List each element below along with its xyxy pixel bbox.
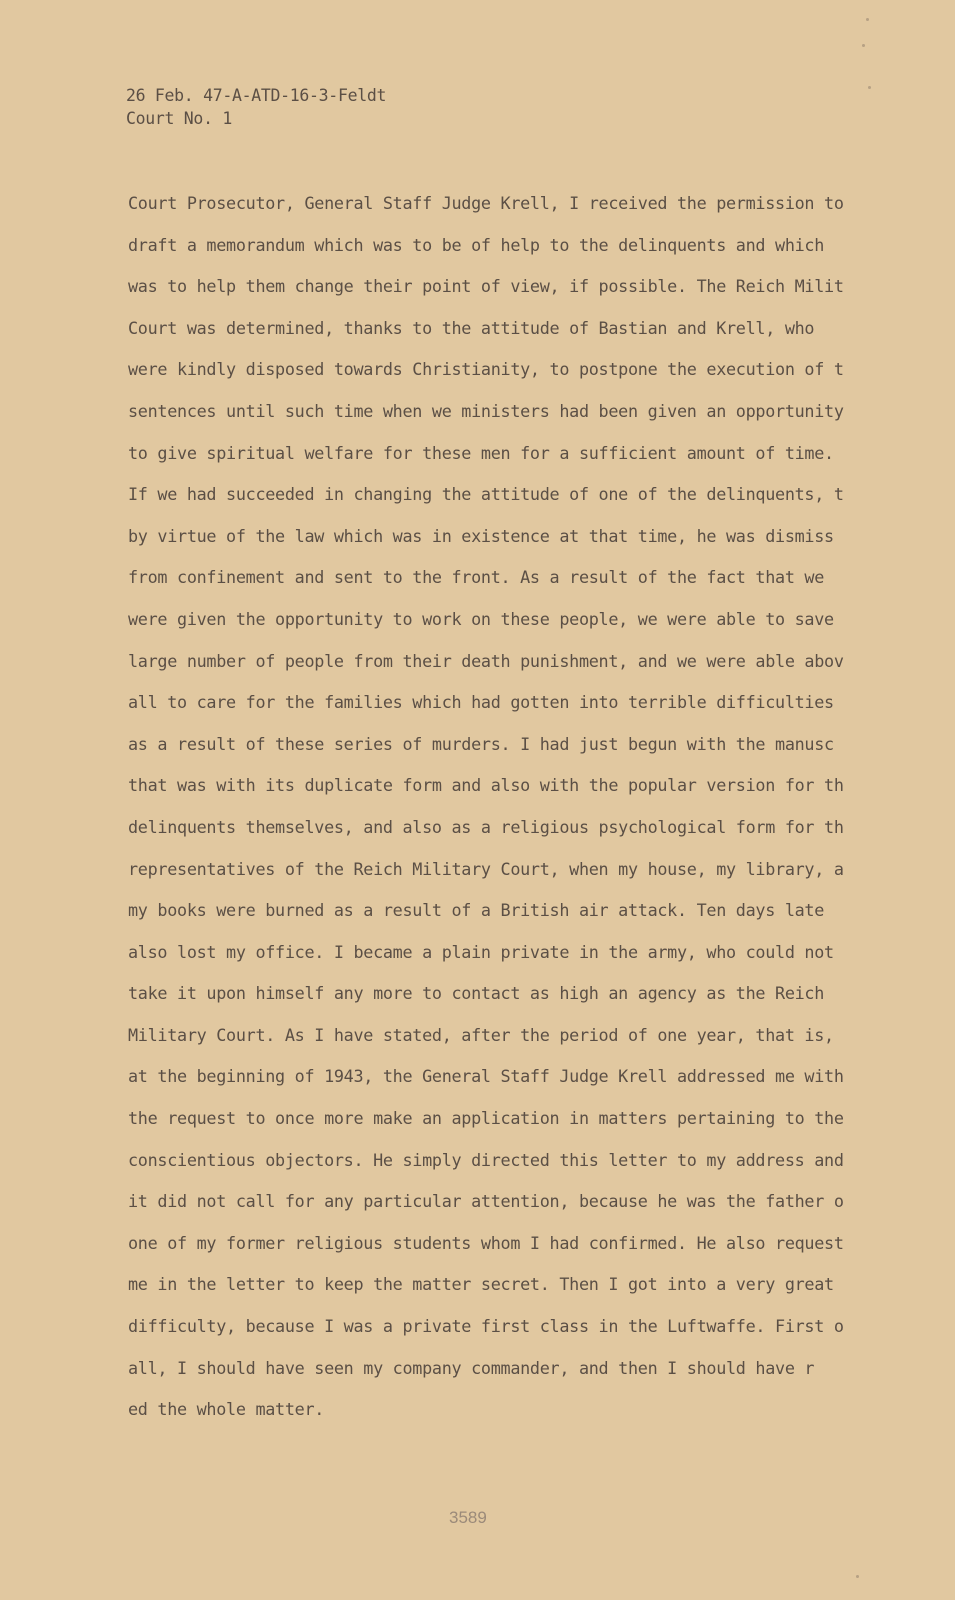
body-line: Court was determined, thanks to the attitude of Bastian and Krell, who — [128, 317, 815, 338]
body-line: the request to once more make an application in matters pertaining to the — [128, 1108, 844, 1129]
body-line: also lost my office. I became a plain private in the army, who could not — [128, 941, 834, 962]
body-line: take it upon himself any more to contact as high an agency as the Reich — [128, 983, 825, 1004]
body-line: Military Court. As I have stated, after the period of one year, that is, — [128, 1024, 834, 1045]
paper-speck — [856, 1575, 859, 1578]
body-line: at the beginning of 1943, the General Staff Judge Krell addressed me with — [128, 1066, 844, 1087]
body-line: was to help them change their point of view, if possible. The Reich Milit — [128, 276, 844, 297]
body-line: Court Prosecutor, General Staff Judge Krell, I received the permission to — [128, 193, 844, 213]
body-line: sentences until such time when we ministers had been given an opportunity — [128, 400, 844, 421]
page-number: 3589 — [449, 1508, 487, 1527]
body-line: my books were burned as a result of a British air attack. Ten days late — [128, 900, 825, 921]
body-line: were kindly disposed towards Christianity, to postpone the execution of t — [128, 359, 844, 380]
body-line: to give spiritual welfare for these men for a sufficient amount of time. — [128, 442, 834, 463]
paper-speck — [868, 86, 871, 89]
body-line: delinquents themselves, and also as a religious psychological form for th — [128, 816, 844, 837]
court-number-line: Court No. 1 — [126, 109, 232, 128]
body-line: draft a memorandum which was to be of help to the delinquents and which — [128, 234, 825, 255]
body-line: one of my former religious students whom I had confirmed. He also request — [128, 1232, 844, 1253]
body-line: large number of people from their death punishment, and we were able abov — [128, 650, 844, 671]
body-line: If we had succeeded in changing the attitude of one of the delinquents, t — [128, 484, 844, 505]
document-header — [126, 84, 386, 130]
body-line: all to care for the families which had gotten into terrible difficulties — [128, 692, 834, 713]
body-line: it did not call for any particular attention, because he was the father o — [128, 1191, 844, 1212]
reference-line: 26 Feb. 47-A-ATD-16-3-Feldt — [126, 86, 387, 105]
body-line: ed the whole matter. — [128, 1399, 325, 1420]
body-line: from confinement and sent to the front. As a result of the fact that we — [128, 567, 825, 588]
paper-speck — [866, 18, 869, 21]
body-line: all, I should have seen my company commander, and then I should have r — [128, 1357, 815, 1378]
body-line: representatives of the Reich Military Court, when my house, my library, a — [128, 858, 844, 879]
testimony-body — [128, 183, 943, 1431]
paper-speck — [862, 44, 865, 47]
body-line: as a result of these series of murders. I had just begun with the manusc — [128, 733, 834, 754]
body-line: by virtue of the law which was in existence at that time, he was dismiss — [128, 525, 834, 546]
body-line: were given the opportunity to work on these people, we were able to save — [128, 608, 834, 629]
body-line: me in the letter to keep the matter secret. Then I got into a very great — [128, 1274, 834, 1295]
body-line: conscientious objectors. He simply directed this letter to my address and — [128, 1149, 844, 1170]
body-line: difficulty, because I was a private first class in the Luftwaffe. First o — [128, 1316, 844, 1337]
body-line: that was with its duplicate form and also with the popular version for th — [128, 775, 844, 796]
